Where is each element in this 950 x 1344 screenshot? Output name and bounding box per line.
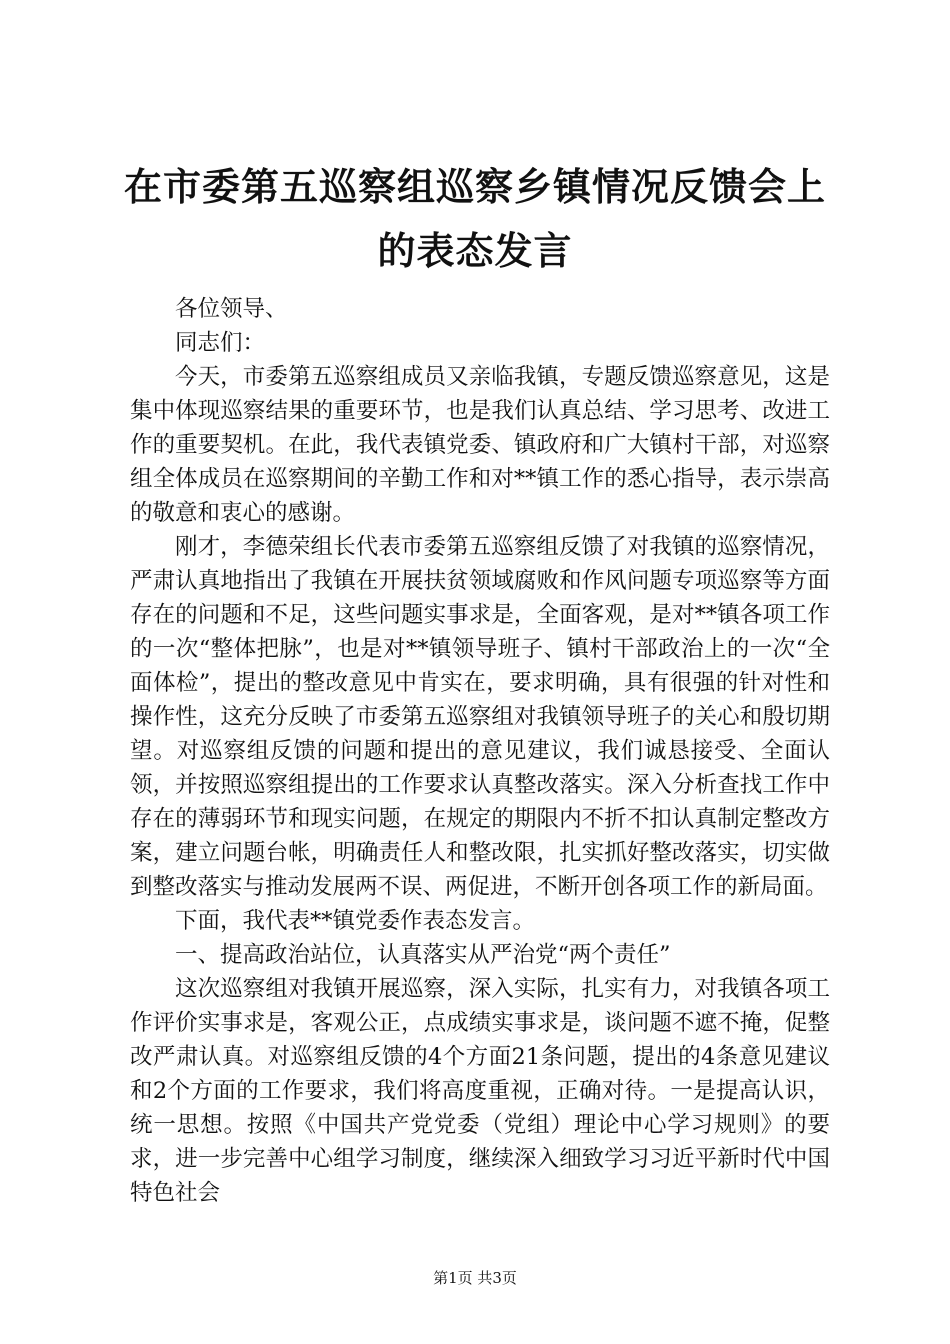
body-paragraph: 下面，我代表**镇党委作表态发言。 [175, 908, 536, 934]
section-heading: 一、提高政治站位，认真落实从严治党“两个责任” [175, 942, 671, 968]
document-body [130, 292, 830, 1210]
body-paragraph: 今天，市委第五巡察组成员又亲临我镇，专题反馈巡察意见，这是集中体现巡察结果的重要环节，也是我们认真总结、学习思考、改进工作的重要契机。在此，我代表镇党委、镇政府和广大镇村干部，对巡察组全体成员在巡察期间的辛勤工作和对**镇工作的悉心指导，表示崇高的敬意和衷心的感谢。 [130, 364, 830, 526]
body-paragraph: 这次巡察组对我镇开展巡察，深入实际，扎实有力，对我镇各项工作评价实事求是，客观公正，点成绩实事求是，谈问题不遮不掩，促整改严肃认真。对巡察组反馈的4个方面21条问题，提出的4条意见建议和2个方面的工作要求，我们将高度重视，正确对待。一是提高认识，统一思想。按照《中国共产党党委（党组）理论中心学习规则》的要求，进一步完善中心组学习制度，继续深入细致学习习近平新时代中国特色社会 [130, 976, 830, 1206]
body-paragraph: 刚才，李德荣组长代表市委第五巡察组反馈了对我镇的巡察情况，严肃认真地指出了我镇在开展扶贫领域腐败和作风问题专项巡察等方面存在的问题和不足，这些问题实事求是，全面客观，是对**镇各项工作的一次“整体把脉”，也是对**镇领导班子、镇村干部政治上的一次“全面体检”，提出的整改意见中肯实在，要求明确，具有很强的针对性和操作性，这充分反映了市委第五巡察组对我镇领导班子的关心和殷切期望。对巡察组反馈的问题和提出的意见建议，我们诚恳接受、全面认领，并按照巡察组提出的工作要求认真整改落实。深入分析查找工作中存在的薄弱环节和现实问题，在规定的期限内不折不扣认真制定整改方案，建立问题台帐，明确责任人和整改限，扎实抓好整改落实，切实做到整改落实与推动发展两不误、两促进，不断开创各项工作的新局面。 [130, 534, 830, 900]
page-footer: 第1页 共3页 [433, 1269, 517, 1287]
salutation-comrades: 同志们： [175, 330, 266, 356]
document-title: 在市委第五巡察组巡察乡镇情况反馈会上的表态发言 [123, 164, 826, 273]
salutation-leaders: 各位领导、 [175, 296, 288, 322]
